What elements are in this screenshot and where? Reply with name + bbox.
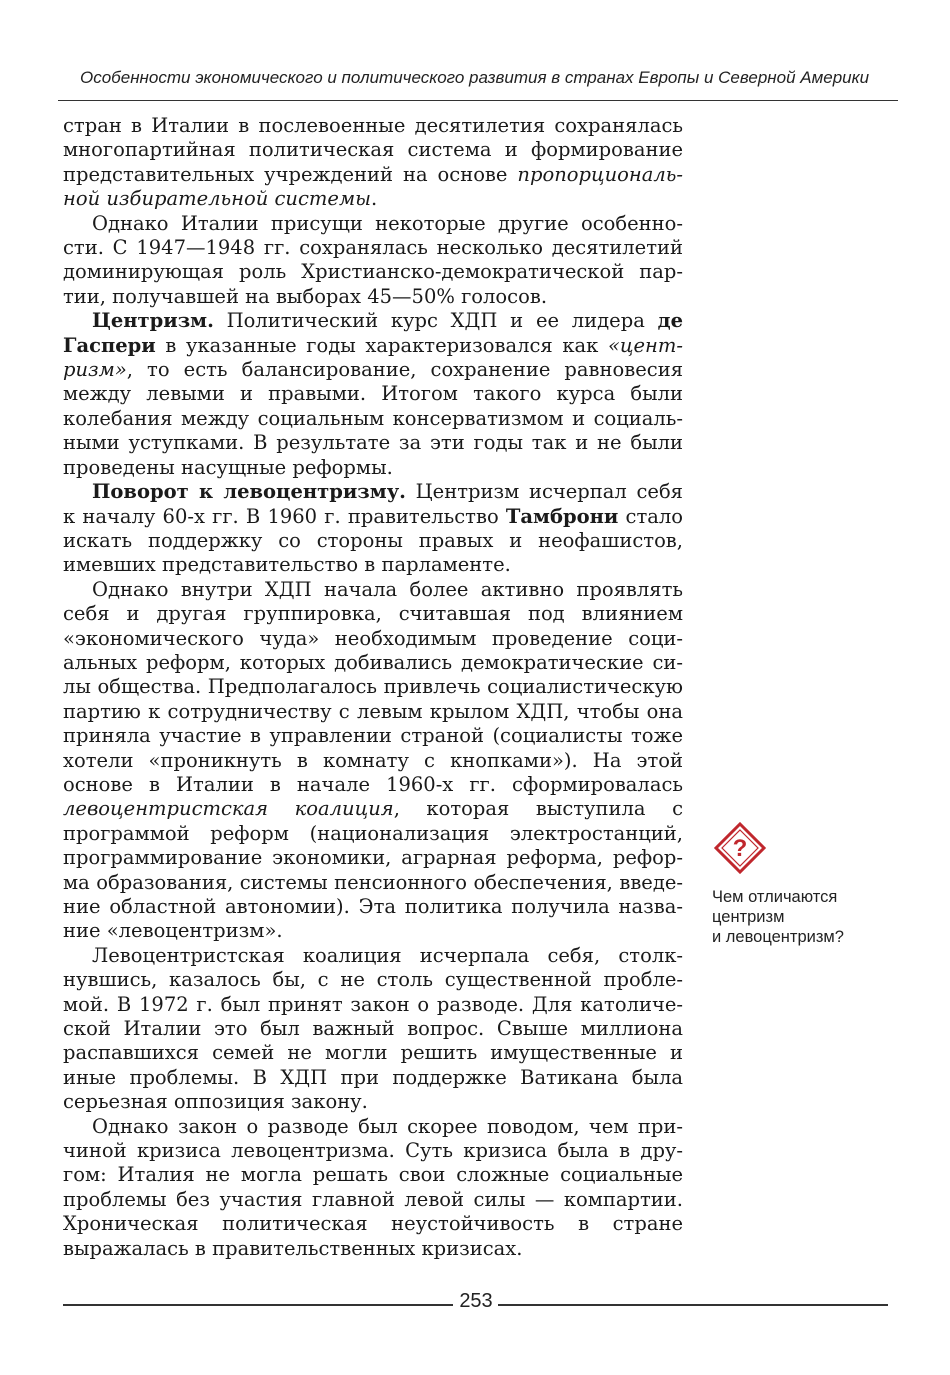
margin-question-line: Чем отличаются: [712, 888, 838, 906]
italic-term: пропорциональной избирательной системы: [63, 162, 683, 211]
bold-term: Центризм.: [92, 309, 214, 333]
text-run: Однако внутри ХДП начала более активно проявлять себя и другая группировка, считавшая под влиянием «экономического чуда» необходимым проведение социальных реформ, которых добивались демократические силы общества. Предполагалось привлечь социалистическую партию к сотрудничеству с левым крылом ХДП, чтобы она приняла участие в управлении страной (социалисты тоже хотели «проникнуть в комнату с кнопками»). На этой основе в Италии в начале 1960-х гг. сформировалась: [63, 577, 683, 796]
paragraph: [63, 309, 683, 480]
text-run: , то есть балансирование, сохранение равновесия между левыми и правыми. Итогом такого курса были колебания между социальным консерватизмом и социальными уступками. В результате за эти годы так и не были проведены насущные реформы.: [63, 358, 683, 479]
running-title: Особенности экономического и политического развития в странах Европы и Северной Америки: [80, 68, 870, 87]
text-run: в указанные годы характеризовался как: [155, 333, 608, 357]
paragraph: [63, 578, 683, 944]
footer-rule-left: [63, 1304, 453, 1306]
paragraph: [63, 944, 683, 1115]
text-run: , которая выступила с программой реформ (национализация электростанций, программирование экономики, аграрная реформа, реформа образования, системы пенсионного обеспечения, введение областной автономии). Эта политика получила название «левоцентризм».: [63, 797, 683, 943]
text-run: стран в Италии в послевоенные десятилетия сохранялась многопартийная политическая система и формирование представительных учреждений на основе: [63, 114, 683, 186]
paragraph: [63, 480, 683, 578]
text-run: стало искать поддержку со стороны правых и неофашистов, имевших представительство в парламенте.: [63, 504, 683, 577]
text-run: .: [371, 187, 378, 211]
bold-term: Поворот к левоцентризму.: [92, 480, 406, 504]
margin-question: [712, 822, 892, 947]
text-run: Политический курс ХДП и ее лидера: [213, 309, 658, 333]
question-mark-glyph: ?: [732, 835, 748, 862]
text-run: Однако закон о разводе был скорее поводом, чем причиной кризиса левоцентризма. Суть кризиса была в другом: Италия не могла решать свои сложные социальные проблемы без участия главной левой силы — компартии. Хроническая политическая неустойчивость в стране выражалась в правительственных кризисах.: [63, 1114, 683, 1260]
text-run: Однако Италии присущи некоторые другие особенности. С 1947—1948 гг. сохранялась несколько десятилетий доминирующая роль Христианско-демократической партии, получавшей на выборах 45—50% голосов.: [63, 211, 683, 308]
page-footer: [63, 1290, 888, 1320]
text-run: Центризм исчерпал себя к началу 60-х гг. В 1960 г. правительство: [63, 480, 683, 528]
italic-term: левоцентристская коалиция: [63, 797, 394, 821]
bold-term: де Гаспери: [63, 309, 683, 357]
margin-question-text: [712, 887, 892, 947]
bold-term: Тамброни: [505, 504, 619, 528]
italic-term: «центризм»: [63, 333, 683, 382]
margin-question-line: центризм: [712, 908, 785, 926]
text-run: Левоцентристская коалиция исчерпала себя, столкнувшись, казалось бы, с не столь существенной проблемой. В 1972 г. был принят закон о разводе. Для католической Италии это был важный вопрос. Свыше миллиона распавшихся семей не могли решить имущественные и иные проблемы. В ХДП при поддержке Ватикана была серьезная оппозиция закону.: [63, 943, 683, 1114]
margin-question-line: и левоцентризм?: [712, 928, 844, 946]
running-header: [58, 60, 898, 101]
page-number: 253: [459, 1290, 493, 1312]
paragraph: [63, 212, 683, 310]
footer-rule-right: [498, 1304, 888, 1306]
paragraph: [63, 1115, 683, 1261]
paragraph: [63, 114, 683, 212]
question-diamond-icon: [714, 822, 766, 874]
body-text: [63, 114, 683, 1261]
